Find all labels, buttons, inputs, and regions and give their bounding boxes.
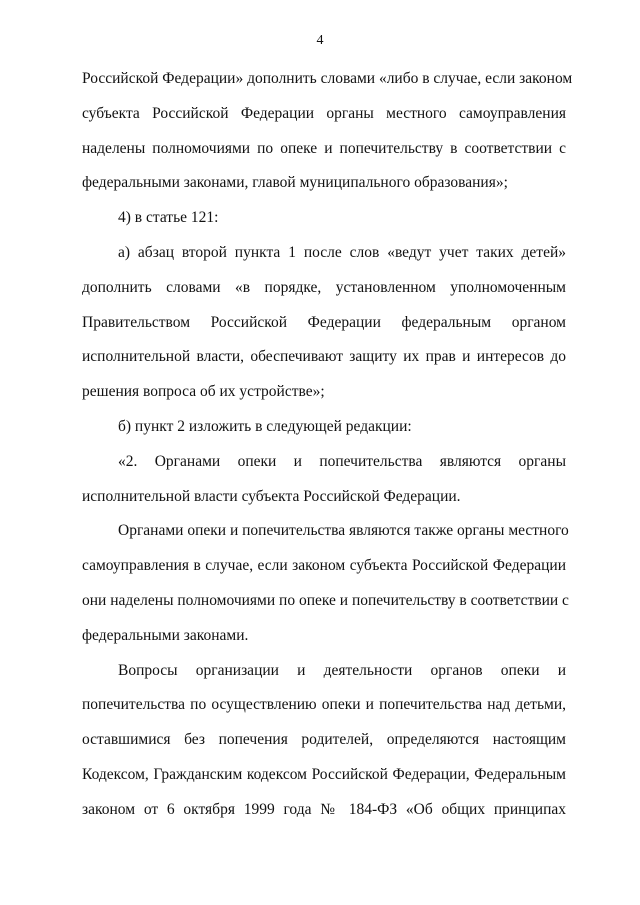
text-line: 4) в статье 121: xyxy=(118,209,219,227)
text-line: наделены полномочиями по опеке и попечительству в соответствии с xyxy=(82,139,566,157)
text-line: они наделены полномочиями по опеке и попечительству в соответствии с xyxy=(82,591,569,609)
document-body xyxy=(82,62,573,828)
text-line: дополнить словами «в порядке, установленном уполномоченным xyxy=(82,278,566,296)
text-line: «2. Органами опеки и попечительства являются органы xyxy=(118,452,566,470)
text-line: Органами опеки и попечительства являются также органы местного xyxy=(118,522,569,540)
text-line: федеральными законами. xyxy=(82,626,249,644)
text-line: исполнительной власти субъекта Российской Федерации. xyxy=(82,487,461,505)
text-line: Российской Федерации» дополнить словами «либо в случае, если законом xyxy=(82,70,573,87)
text-line: субъекта Российской Федерации органы местного самоуправления xyxy=(82,104,566,122)
text-line: самоуправления в случае, если законом субъекта Российской Федерации xyxy=(82,557,566,575)
text-line: решения вопроса об их устройстве»; xyxy=(82,383,325,401)
text-line: федеральными законами, главой муниципального образования»; xyxy=(82,174,508,192)
text-line: законом от 6 октября 1999 года № 184-ФЗ «Об общих принципах xyxy=(82,800,566,818)
text-line: б) пункт 2 изложить в следующей редакции: xyxy=(118,417,412,435)
text-line: Правительством Российской Федерации федеральным органом xyxy=(82,313,566,331)
text-line: Вопросы организации и деятельности органов опеки и xyxy=(118,661,566,679)
text-line: Кодексом, Гражданским кодексом Российской Федерации, Федеральным xyxy=(82,765,566,783)
text-line: попечительства по осуществлению опеки и попечительства над детьми, xyxy=(82,696,566,714)
text-line: исполнительной власти, обеспечивают защиту их прав и интересов до xyxy=(82,348,566,366)
text-line: а) абзац второй пункта 1 после слов «ведут учет таких детей» xyxy=(118,243,566,261)
text-line: оставшимися без попечения родителей, определяются настоящим xyxy=(82,731,566,749)
page-number: 4 xyxy=(316,33,324,48)
